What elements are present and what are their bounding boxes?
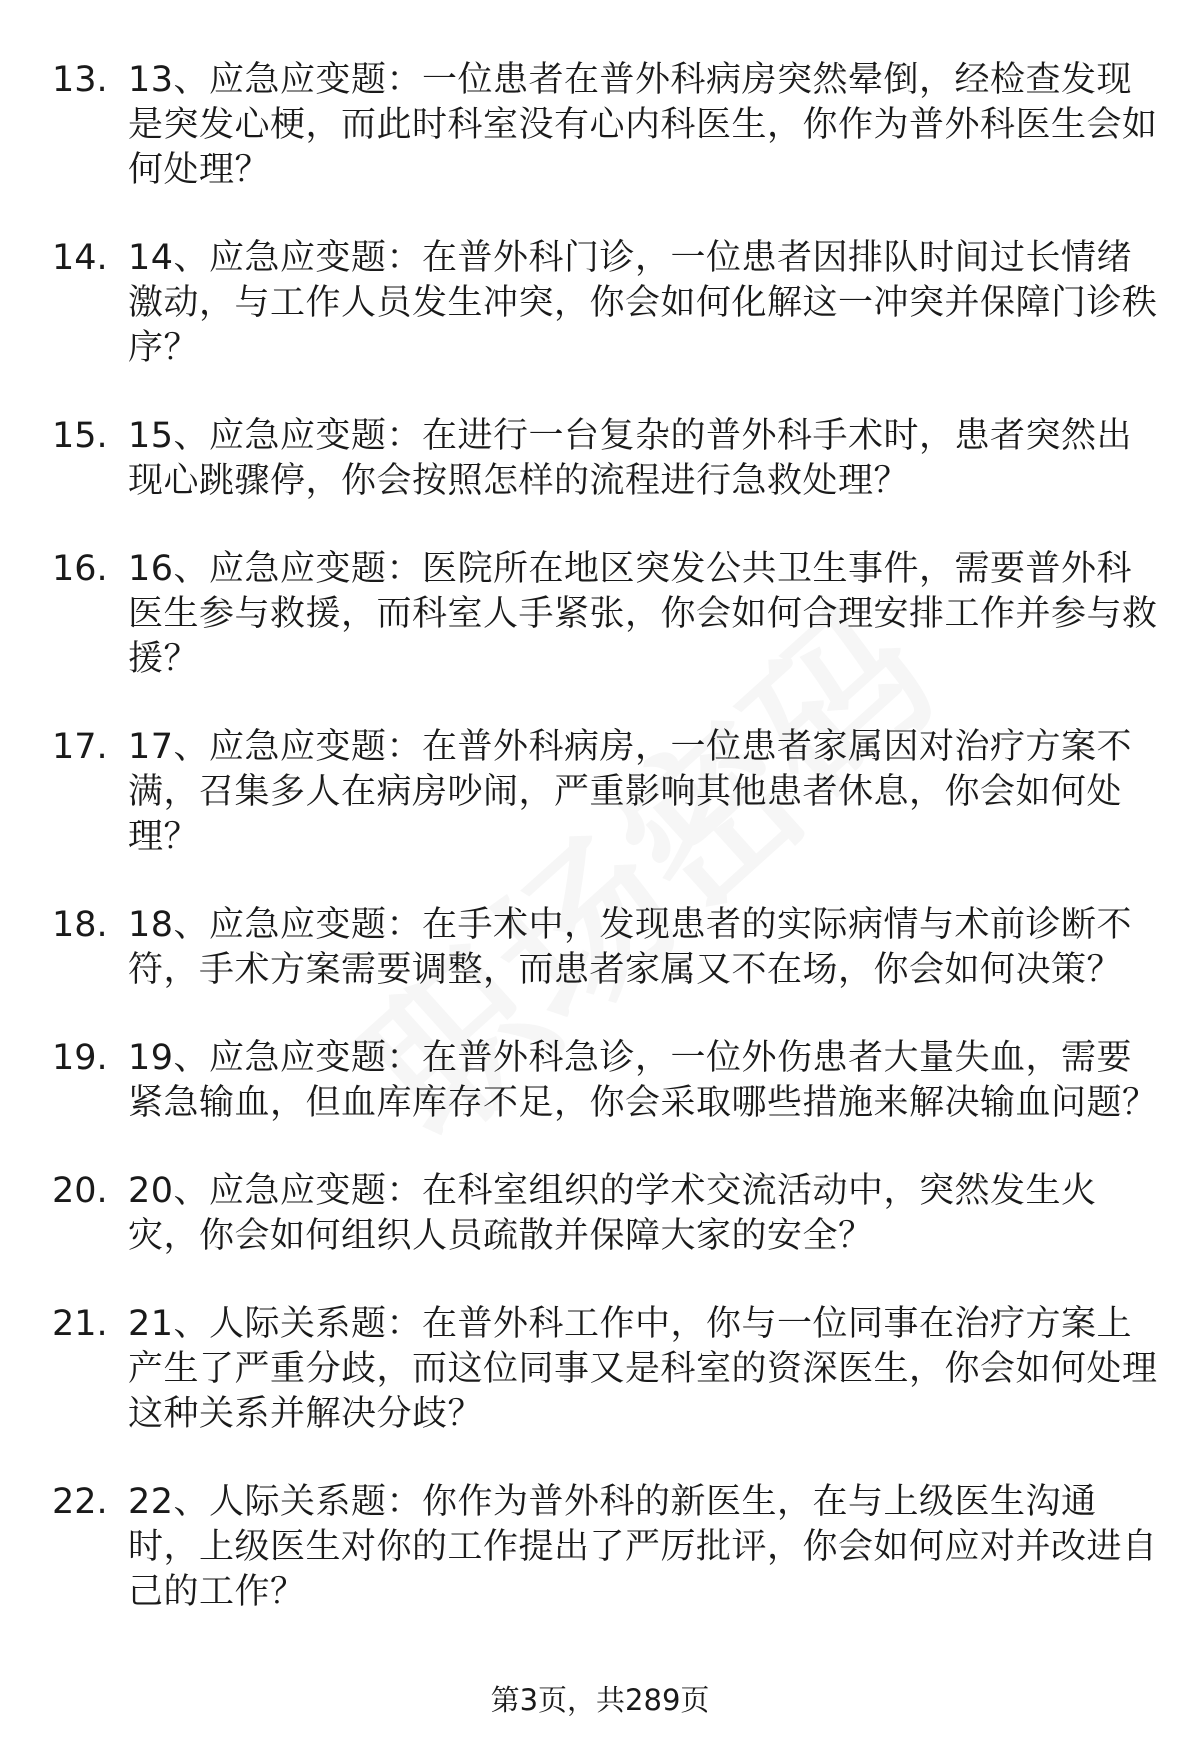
list-item-number: 13. <box>52 60 108 100</box>
list-item-number: 19. <box>52 1038 108 1078</box>
question-list <box>52 58 1162 1658</box>
list-item <box>52 547 1162 682</box>
list-item <box>52 725 1162 860</box>
list-item-text: 21、人际关系题：在普外科工作中，你与一位同事在治疗方案上产生了严重分歧，而这位同事又是科室的资深医生，你会如何处理这种关系并解决分歧？ <box>128 1304 1158 1434</box>
list-item <box>52 1169 1162 1259</box>
list-item <box>52 236 1162 371</box>
list-item-text: 20、应急应变题：在科室组织的学术交流活动中，突然发生火灾，你会如何组织人员疏散并保障大家的安全？ <box>128 1171 1097 1256</box>
page-footer: 第3页，共289页 <box>490 1683 710 1717</box>
list-item-text: 14、应急应变题：在普外科门诊，一位患者因排队时间过长情绪激动，与工作人员发生冲突，你会如何化解这一冲突并保障门诊秩序？ <box>128 238 1158 368</box>
list-item-text: 17、应急应变题：在普外科病房，一位患者家属因对治疗方案不满，召集多人在病房吵闹，严重影响其他患者休息，你会如何处理？ <box>128 727 1133 857</box>
list-item <box>52 1036 1162 1126</box>
list-item-number: 15. <box>52 416 108 456</box>
list-item-text: 16、应急应变题：医院所在地区突发公共卫生事件，需要普外科医生参与救援，而科室人手紧张，你会如何合理安排工作并参与救援？ <box>128 549 1158 679</box>
list-item <box>52 903 1162 993</box>
list-item-number: 17. <box>52 727 108 767</box>
list-item-number: 21. <box>52 1304 108 1344</box>
list-item-number: 22. <box>52 1482 108 1522</box>
list-item <box>52 1302 1162 1437</box>
list-item-text: 19、应急应变题：在普外科急诊，一位外伤患者大量失血，需要紧急输血，但血库库存不足，你会采取哪些措施来解决输血问题？ <box>128 1038 1158 1123</box>
list-item-text: 18、应急应变题：在手术中，发现患者的实际病情与术前诊断不符，手术方案需要调整，而患者家属又不在场，你会如何决策？ <box>128 905 1133 990</box>
list-item-text: 15、应急应变题：在进行一台复杂的普外科手术时，患者突然出现心跳骤停，你会按照怎样的流程进行急救处理？ <box>128 416 1133 501</box>
list-item <box>52 58 1162 193</box>
list-item-number: 20. <box>52 1171 108 1211</box>
list-item-number: 16. <box>52 549 108 589</box>
list-item <box>52 1480 1162 1615</box>
list-item <box>52 414 1162 504</box>
list-item-number: 18. <box>52 905 108 945</box>
list-item-text: 13、应急应变题：一位患者在普外科病房突然晕倒，经检查发现是突发心梗，而此时科室没有心内科医生，你作为普外科医生会如何处理？ <box>128 60 1158 190</box>
list-item-number: 14. <box>52 238 108 278</box>
list-item-text: 22、人际关系题：你作为普外科的新医生，在与上级医生沟通时，上级医生对你的工作提出了严厉批评，你会如何应对并改进自己的工作？ <box>128 1482 1158 1612</box>
